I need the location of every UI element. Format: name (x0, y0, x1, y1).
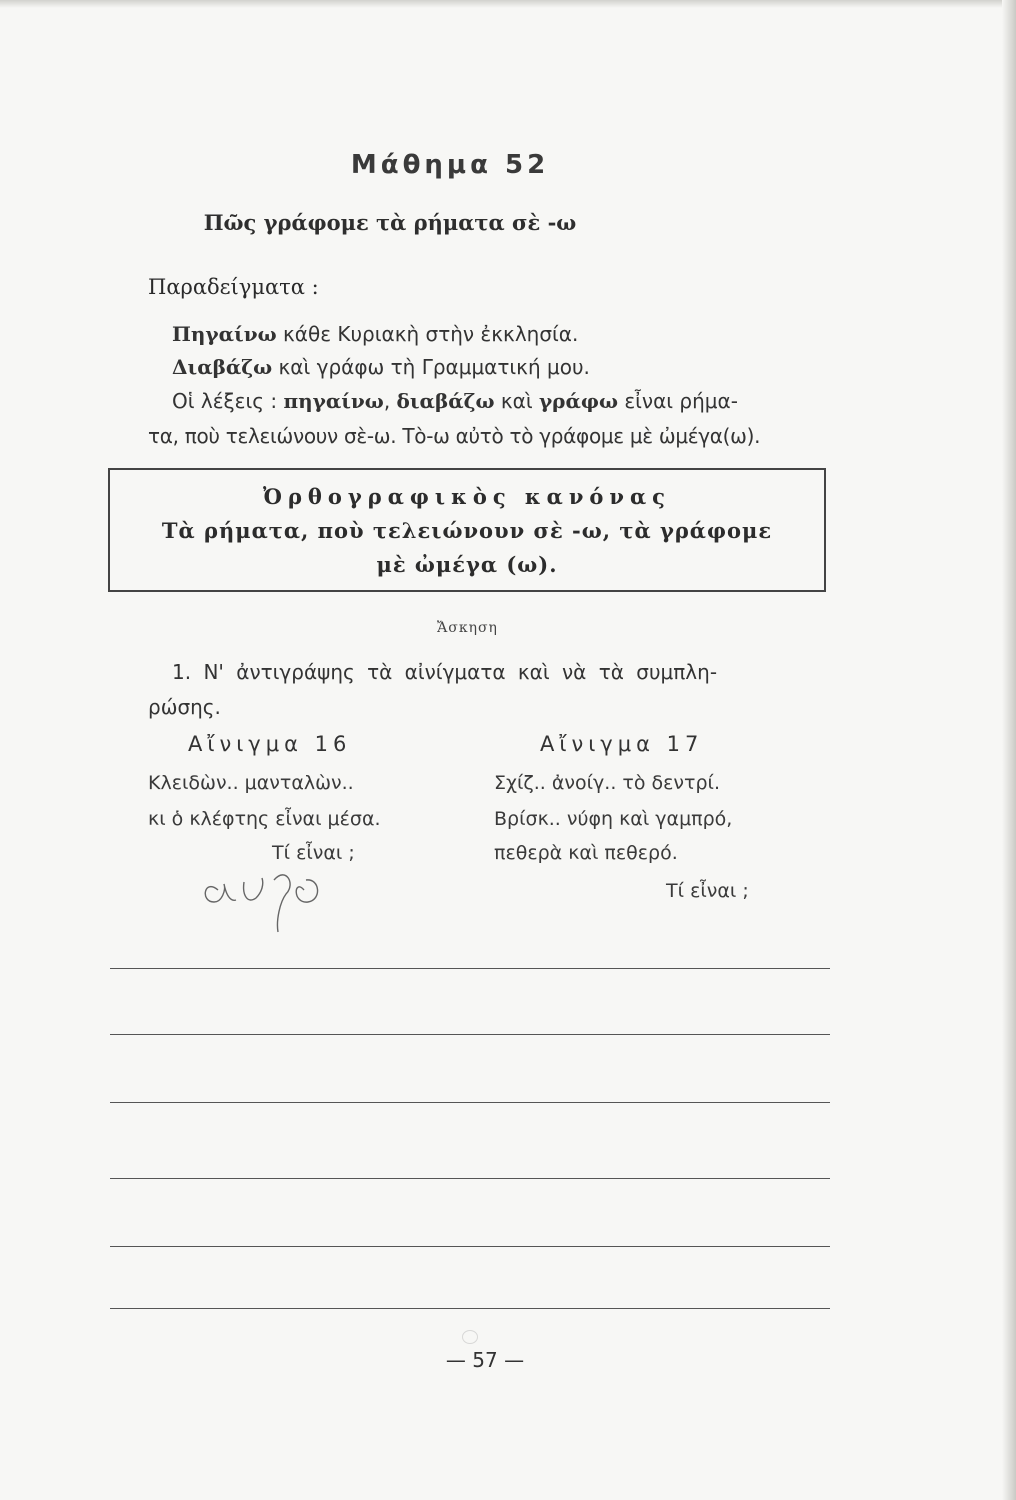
riddle-17-line-2: Βρίσκ.. νύφη καὶ γαμπρό, (494, 808, 733, 830)
riddle-17-line-1: Σχίζ.. ἀνοίγ.. τὸ δεντρί. (494, 772, 720, 794)
page-number: — 57 — (445, 1348, 525, 1372)
spelling-rule-box (108, 468, 826, 592)
riddle-16-line-1: Κλειδὼν.. μανταλὼν.. (148, 772, 354, 794)
exercise-instruction-1: 1. Ν' ἀντιγράψης τὰ αἰνίγματα καὶ νὰ τὰ συμπλη- (172, 660, 718, 684)
example-text: , (383, 389, 397, 413)
faint-stain (462, 1330, 478, 1344)
lesson-title: Μάθημα 52 (350, 150, 550, 180)
writing-line (110, 1178, 830, 1179)
example-verb: Διαβάζω (172, 355, 273, 379)
riddle-17-title: Αἴνιγμα 17 (540, 732, 704, 756)
rule-line-1: Τὰ ρήματα, ποὺ τελειώνουν σὲ -ω, τὰ γράφομε (161, 518, 773, 543)
example-line-3 (172, 389, 738, 413)
scan-edge-top (0, 0, 1016, 8)
example-verb: γράφω (538, 389, 618, 413)
riddle-16-line-3: Τί εἶναι ; (272, 842, 355, 864)
riddle-17-line-4: Τί εἶναι ; (666, 880, 749, 902)
example-verb: Πηγαίνω (172, 322, 277, 346)
lesson-subtitle: Πῶς γράφομε τὰ ρήματα σὲ -ω (203, 210, 577, 235)
writing-line (110, 968, 830, 969)
example-verb: πηγαίνω (283, 389, 384, 413)
rule-heading: Ὀρθογραφικὸς κανόνας (263, 484, 671, 509)
riddle-16-line-2: κι ὁ κλέφτης εἶναι μέσα. (148, 808, 381, 830)
writing-line (110, 1308, 830, 1309)
rule-line-2: μὲ ὠμέγα (ω). (376, 552, 558, 577)
example-verb: διαβάζω (396, 389, 495, 413)
example-line-2 (172, 355, 590, 379)
example-text: εἶναι ρήμα- (618, 389, 738, 413)
handwritten-answer (196, 860, 356, 940)
writing-line (110, 1102, 830, 1103)
example-line-4: τα, ποὺ τελειώνουν σὲ-ω. Τὸ-ω αὐτὸ τὸ γράφομε μὲ ὠμέγα(ω). (148, 424, 761, 448)
scan-edge-right (1002, 0, 1016, 1500)
example-text: κάθε Κυριακὴ στὴν ἐκκλησία. (276, 322, 579, 346)
example-text: Οἱ λέξεις : (172, 389, 284, 413)
riddle-17-line-3: πεθερὰ καὶ πεθερό. (494, 842, 678, 864)
exercise-instruction-2: ρώσης. (148, 695, 221, 719)
example-text: καὶ γράφω τὴ Γραμματική μου. (272, 355, 590, 379)
example-text: καὶ (494, 389, 539, 413)
exercise-heading: Ἄσκηση (437, 620, 498, 636)
example-line-1 (172, 322, 578, 346)
writing-line (110, 1246, 830, 1247)
writing-line (110, 1034, 830, 1035)
examples-heading: Παραδείγματα : (148, 275, 319, 299)
riddle-16-title: Αἴνιγμα 16 (188, 732, 352, 756)
